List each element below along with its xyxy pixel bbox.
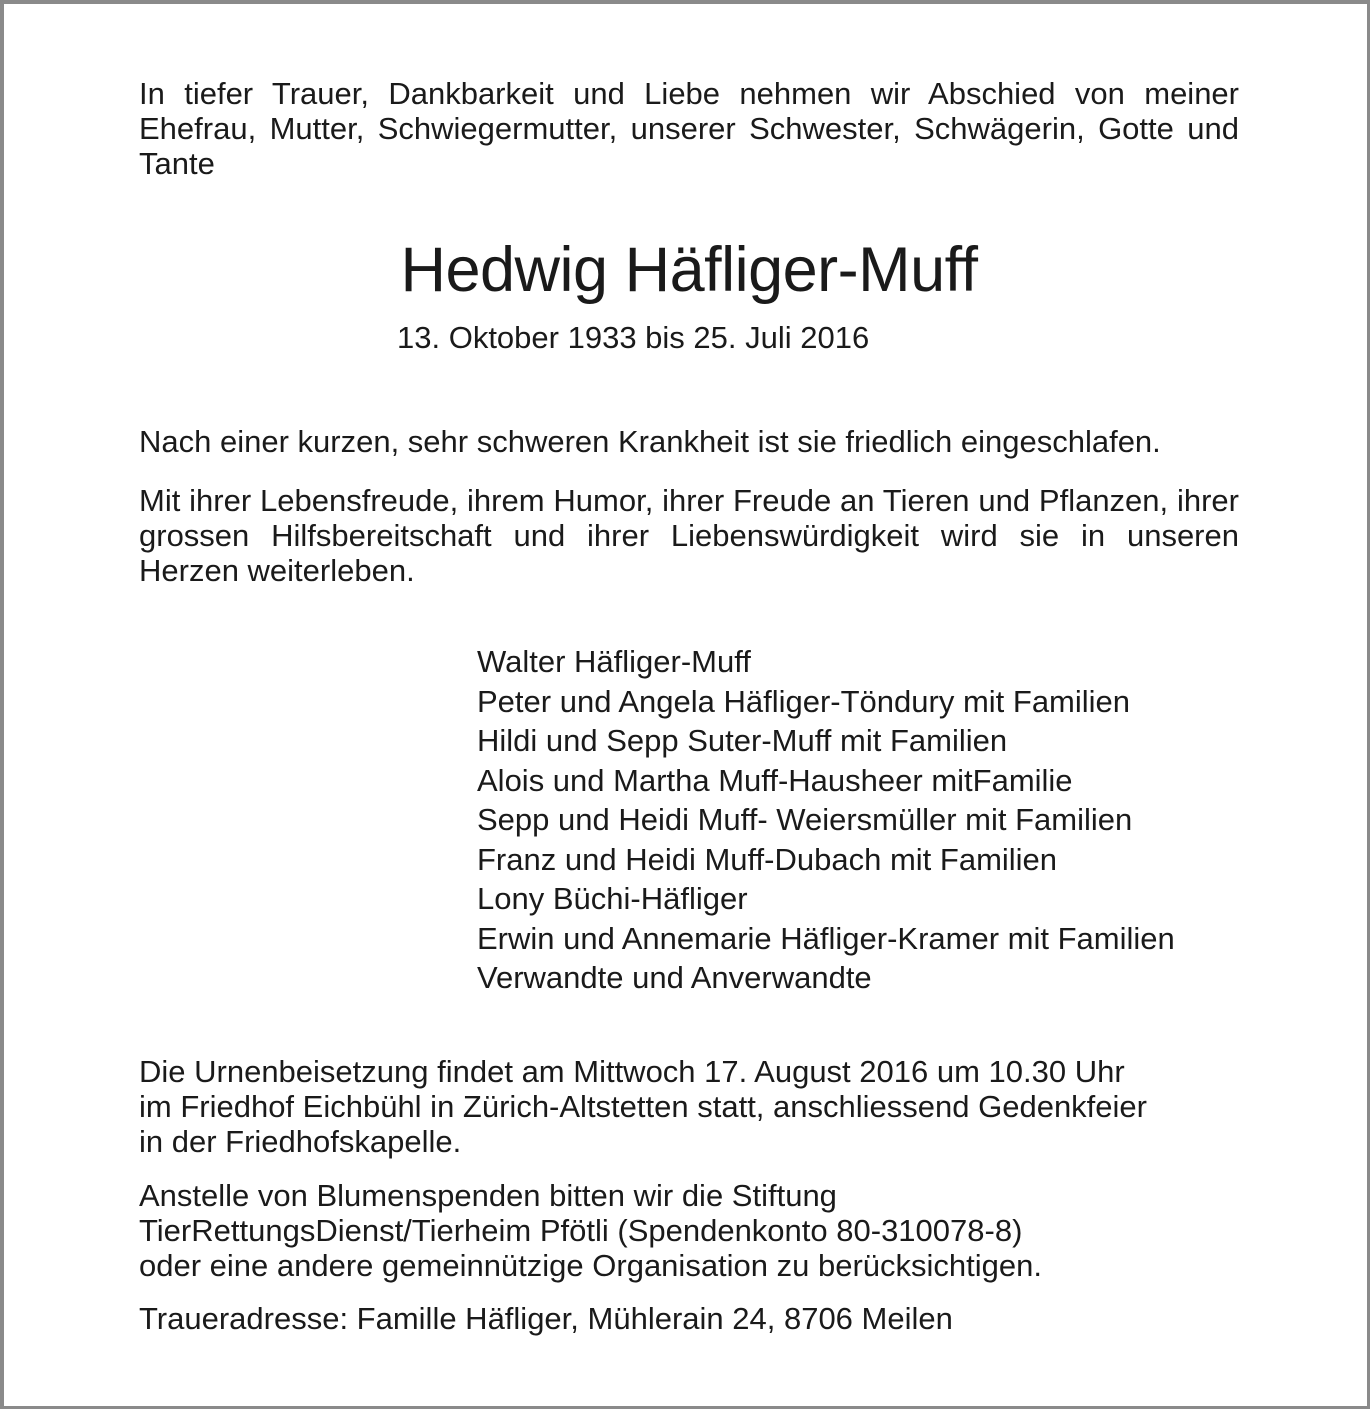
passing-paragraph: Nach einer kurzen, sehr schweren Krankheit ist sie friedlich eingeschlafen. (139, 424, 1161, 459)
mourner-entry: Sepp und Heidi Muff- Weiersmüller mit Familien (477, 802, 1133, 837)
life-dates: 13. Oktober 1933 bis 25. Juli 2016 (397, 320, 870, 355)
funeral-line: im Friedhof Eichbühl in Zürich-Altstetten statt, anschliessend Gedenkfeier (139, 1089, 1147, 1124)
funeral-line: Die Urnenbeisetzung findet am Mittwoch 17. August 2016 um 10.30 Uhr (139, 1054, 1125, 1089)
deceased-name: Hedwig Häfliger-Muff (400, 235, 978, 305)
mourner-entry: Lony Büchi-Häfliger (477, 881, 748, 916)
donation-line: Anstelle von Blumenspenden bitten wir die Stiftung (139, 1178, 837, 1213)
mourner-entry: Hildi und Sepp Suter-Muff mit Familien (477, 723, 1008, 758)
funeral-line: in der Friedhofskapelle. (139, 1124, 462, 1159)
donation-line: TierRettungsDienst/Tierheim Pfötli (Spendenkonto 80-310078-8) (139, 1213, 1023, 1248)
mourning-address: Traueradresse: Famille Häfliger, Mühlerain 24, 8706 Meilen (139, 1301, 953, 1336)
donation-info (139, 1178, 1239, 1283)
intro-paragraph: In tiefer Trauer, Dankbarkeit und Liebe nehmen wir Abschied von meiner Ehefrau, Mutter, Schwiegermutter, unserer Schwester, Schwägerin, Gotte und Tante (139, 76, 1239, 181)
mourner-entry: Verwandte und Anverwandte (477, 960, 872, 995)
remembrance-paragraph: Mit ihrer Lebensfreude, ihrem Humor, ihrer Freude an Tieren und Pflanzen, ihrer grossen Hilfsbereitschaft und ihrer Liebenswürdigkeit wird sie in unseren Herzen weiterleben. (139, 483, 1239, 588)
mourner-entry: Franz und Heidi Muff-Dubach mit Familien (477, 841, 1058, 877)
funeral-info (139, 1054, 1239, 1159)
donation-line: oder eine andere gemeinnützige Organisation zu berücksichtigen. (139, 1248, 1043, 1283)
mourners-list (477, 642, 1175, 998)
mourner-entry: Alois und Martha Muff-Hausheer mitFamilie (477, 762, 1073, 798)
mourner-entry: Erwin und Annemarie Häfliger-Kramer mit Familien (477, 920, 1175, 956)
mourner-entry: Peter und Angela Häfliger-Töndury mit Familien (477, 683, 1131, 719)
mourner-entry: Walter Häfliger-Muff (477, 644, 751, 679)
